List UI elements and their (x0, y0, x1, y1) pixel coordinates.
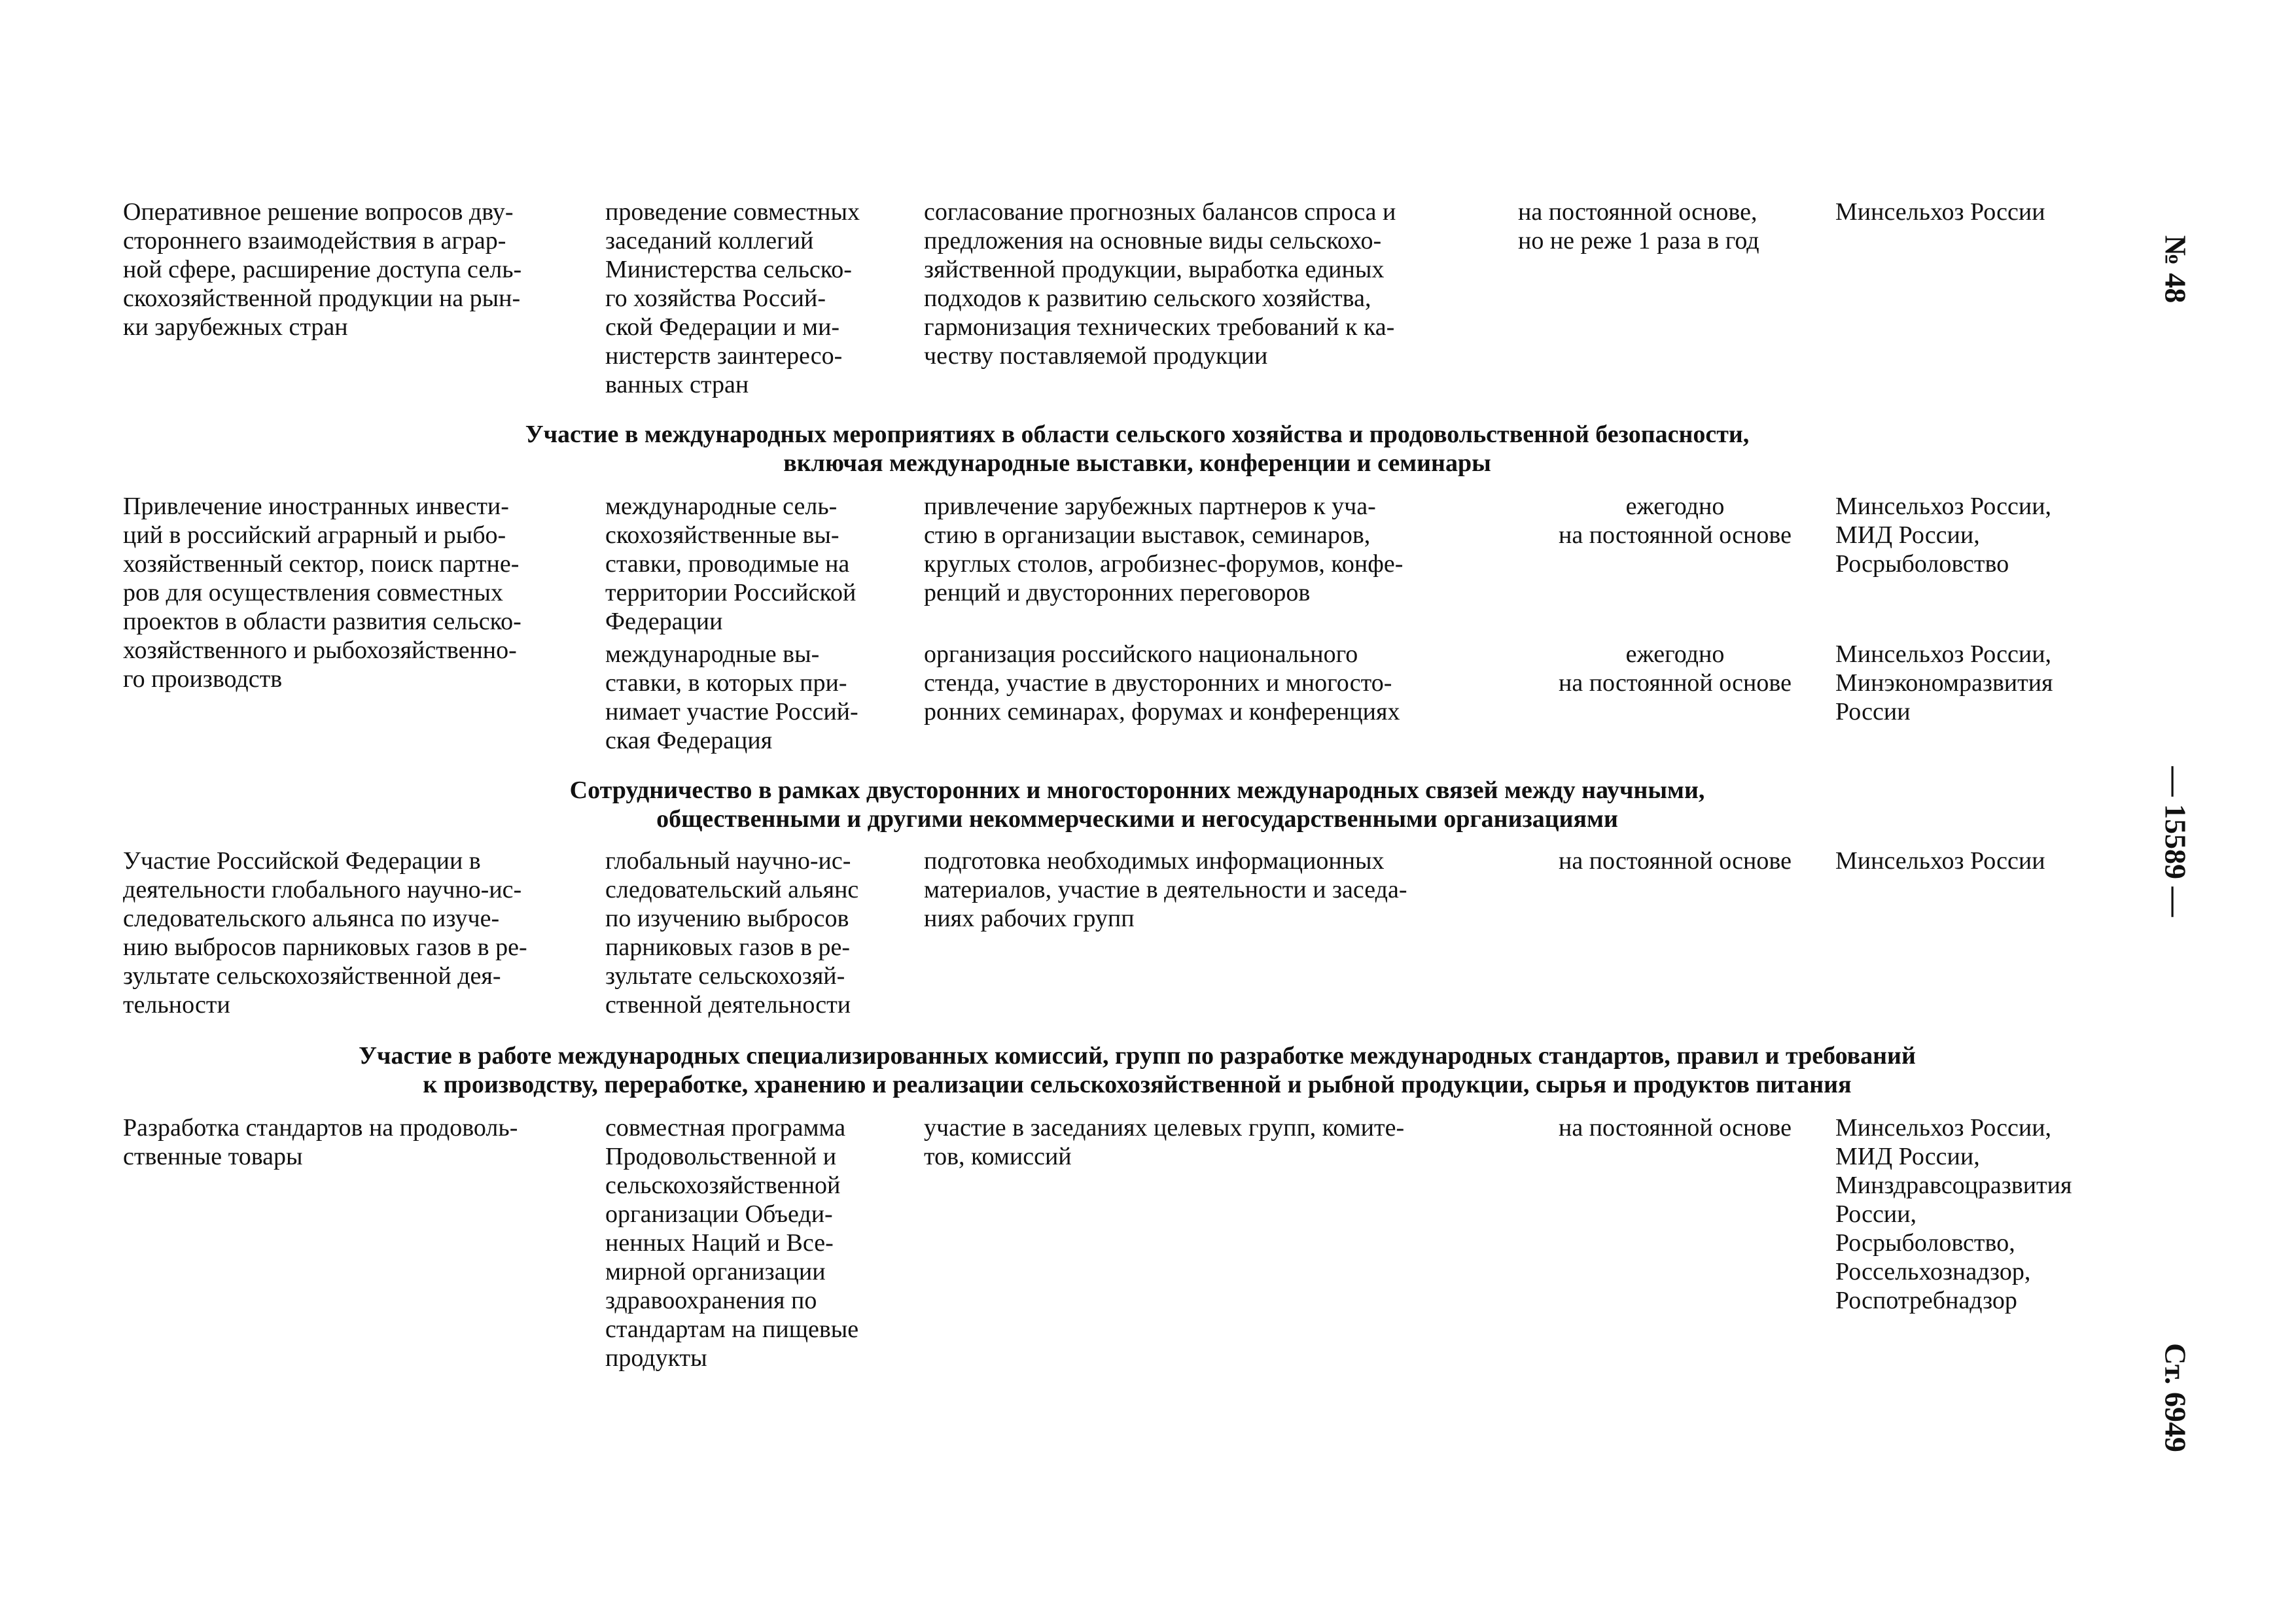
line: Разработка стандартов на продоволь- (123, 1114, 518, 1142)
line: ская Федерация (605, 727, 773, 754)
s3-row1-event (605, 846, 919, 1019)
line: тов, комиссий (924, 1143, 1072, 1170)
line: стенда, участие в двусторонних и многосто- (924, 669, 1392, 697)
line: нимает участие Россий- (605, 698, 858, 725)
line: ренций и двусторонних переговоров (924, 579, 1311, 606)
line: МИД России, (1835, 521, 1980, 549)
line: Участие Российской Федерации в (123, 847, 481, 875)
line: подходов к развитию сельского хозяйства, (924, 285, 1371, 312)
s2-row2-responsible (1835, 640, 2149, 726)
line: зультате сельскохозяйственной дея- (123, 962, 501, 990)
line: го хозяйства Россий- (605, 285, 826, 312)
line: ной сфере, расширение доступа сель- (123, 256, 522, 283)
line: ственные товары (123, 1143, 303, 1170)
line: предложения на основные виды сельскохо- (924, 227, 1382, 254)
s2-goal (123, 492, 601, 693)
line: стандартам на пищевые (605, 1316, 859, 1343)
line: продукты (605, 1344, 707, 1372)
line: Минсельхоз России, (1835, 493, 2052, 520)
line: Минсельхоз России (1835, 198, 2045, 226)
line: здравоохранения по (605, 1287, 817, 1314)
line: Росрыболовство, (1835, 1229, 2015, 1257)
line: ронних семинарах, форумах и конференциях (924, 698, 1400, 725)
line: тельности (123, 991, 230, 1019)
s4-row1-event (605, 1113, 919, 1372)
line: на постоянной основе (1559, 669, 1792, 697)
s2-row2-actions (924, 640, 1508, 726)
line: ров для осуществления совместных (123, 579, 503, 606)
line: но не реже 1 раза в год (1518, 227, 1759, 254)
line: ской Федерации и ми- (605, 313, 840, 341)
line: международные вы- (605, 640, 820, 668)
line: следовательский альянс (605, 876, 859, 903)
line: мирной организации (605, 1258, 826, 1285)
line: деятельности глобального научно-ис- (123, 876, 522, 903)
issue-number: № 48 (2159, 235, 2193, 304)
line: следовательского альянса по изуче- (123, 905, 500, 932)
line: Минсельхоз России, (1835, 640, 2052, 668)
line: привлечение зарубежных партнеров к уча- (924, 493, 1376, 520)
line: согласование прогнозных балансов спроса и (924, 198, 1396, 226)
line: го производств (123, 665, 283, 693)
line: Привлечение иностранных инвести- (123, 493, 509, 520)
s2-row1-term (1518, 492, 1832, 550)
line: проектов в области развития сельско- (123, 608, 521, 635)
s4-row1-responsible (1835, 1113, 2149, 1315)
s2-row2-term (1518, 640, 1832, 697)
heading-line: общественными и другими некоммерческими и негосударственными организациями (656, 805, 1618, 833)
heading-line: Сотрудничество в рамках двусторонних и многосторонних международных связей между научными, (569, 777, 1705, 804)
s4-row1-actions (924, 1113, 1508, 1171)
s4-heading (123, 1041, 2151, 1099)
line: по изучению выбросов (605, 905, 849, 932)
line: Министерства сельско- (605, 256, 852, 283)
line: Продовольственной и (605, 1143, 837, 1170)
line: МИД России, (1835, 1143, 1980, 1170)
line: международные сель- (605, 493, 838, 520)
s3-row1-goal (123, 846, 601, 1019)
heading-line: к производству, переработке, хранению и реализации сельскохозяйственной и рыбной продукции, сырья и продуктов питания (423, 1071, 1852, 1098)
s1-row1-event (605, 198, 919, 399)
line: скохозяйственные вы- (605, 521, 839, 549)
line: хозяйственного и рыбохозяйственно- (123, 637, 517, 664)
line: зяйственной продукции, выработка единых (924, 256, 1385, 283)
line: проведение совместных (605, 198, 860, 226)
line: ниях рабочих групп (924, 905, 1135, 932)
line: нистерств заинтересо- (605, 342, 843, 370)
s2-heading (123, 420, 2151, 478)
line: Россельхознадзор, (1835, 1258, 2031, 1285)
s2-row1-responsible (1835, 492, 2149, 578)
line: подготовка необходимых информационных (924, 847, 1385, 875)
line: стороннего взаимодействия в аграр- (123, 227, 506, 254)
line: на постоянной основе (1559, 1114, 1792, 1142)
line: Роспотребнадзор (1835, 1287, 2017, 1314)
line: заседаний коллегий (605, 227, 814, 254)
line: на постоянной основе (1559, 847, 1792, 875)
line: глобальный научно-ис- (605, 847, 851, 875)
line: честву поставляемой продукции (924, 342, 1268, 370)
line: ки зарубежных стран (123, 313, 348, 341)
s3-row1-term (1518, 846, 1832, 875)
s1-row1-term (1518, 198, 1832, 255)
line: ежегодно (1625, 640, 1725, 668)
line: организации Объеди- (605, 1200, 833, 1228)
line: на постоянной основе (1559, 521, 1792, 549)
line: совместная программа (605, 1114, 846, 1142)
line: на постоянной основе, (1518, 198, 1757, 226)
line: Минсельхоз России, (1835, 1114, 2052, 1142)
line: организация российского национального (924, 640, 1358, 668)
line: круглых столов, агробизнес-форумов, конфе- (924, 550, 1404, 578)
line: Минсельхоз России (1835, 847, 2045, 875)
line: ственной деятельности (605, 991, 851, 1019)
s3-row1-actions (924, 846, 1508, 933)
line: Федерации (605, 608, 723, 635)
line: ванных стран (605, 371, 749, 398)
line: сельскохозяйственной (605, 1172, 841, 1199)
article-number: Ст. 6949 (2159, 1343, 2193, 1452)
line: Минэкономразвития (1835, 669, 2053, 697)
line: материалов, участие в деятельности и заседа- (924, 876, 1407, 903)
line: ставки, в которых при- (605, 669, 847, 697)
line: Росрыболовство (1835, 550, 2009, 578)
page-number: — 15589 — (2159, 766, 2193, 917)
heading-line: Участие в работе международных специализированных комиссий, групп по разработке международных стандартов, правил и требований (359, 1042, 1916, 1070)
s1-row1-goal (123, 198, 601, 341)
line: парниковых газов в ре- (605, 934, 851, 961)
line: скохозяйственной продукции на рын- (123, 285, 521, 312)
line: участие в заседаниях целевых групп, комите- (924, 1114, 1405, 1142)
heading-line: Участие в международных мероприятиях в области сельского хозяйства и продовольственной безопасности, (525, 421, 1750, 448)
s2-row1-actions (924, 492, 1508, 607)
line: ненных Наций и Все- (605, 1229, 834, 1257)
line: зультате сельскохозяй- (605, 962, 845, 990)
line: ставки, проводимые на (605, 550, 850, 578)
s1-row1-actions (924, 198, 1508, 370)
line: хозяйственный сектор, поиск партне- (123, 550, 520, 578)
line: нию выбросов парниковых газов в ре- (123, 934, 527, 961)
s3-row1-responsible (1835, 846, 2149, 875)
s4-row1-term (1518, 1113, 1832, 1142)
s3-heading (123, 776, 2151, 833)
line: ежегодно (1625, 493, 1725, 520)
line: ций в российский аграрный и рыбо- (123, 521, 506, 549)
line: России, (1835, 1200, 1917, 1228)
s2-row2-event (605, 640, 919, 755)
heading-line: включая международные выставки, конференции и семинары (783, 449, 1491, 477)
line: Минздравсоцразвития (1835, 1172, 2072, 1199)
line: стию в организации выставок, семинаров, (924, 521, 1371, 549)
s1-row1-responsible (1835, 198, 2149, 226)
line: территории Российской (605, 579, 857, 606)
line: гармонизация технических требований к ка- (924, 313, 1395, 341)
line: России (1835, 698, 1911, 725)
s2-row1-event (605, 492, 919, 636)
line: Оперативное решение вопросов дву- (123, 198, 514, 226)
s4-row1-goal (123, 1113, 601, 1171)
